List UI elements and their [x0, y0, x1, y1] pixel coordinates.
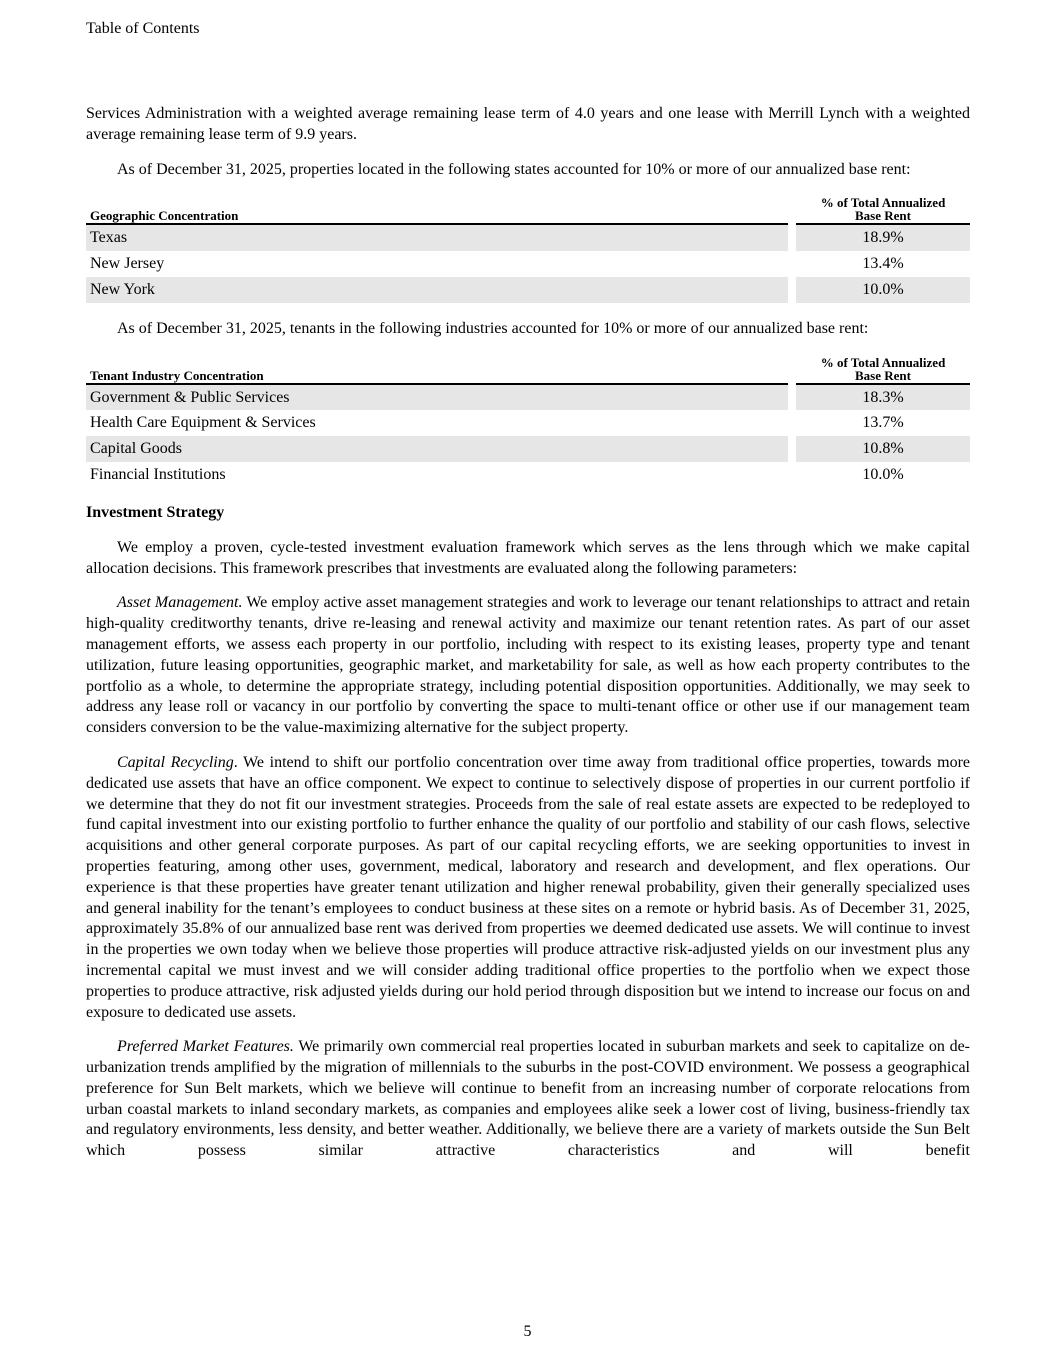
table-row	[86, 251, 970, 277]
column-header-geographic: Geographic Concentration	[86, 196, 788, 225]
capital-recycling-title: Capital Recycling	[117, 753, 234, 771]
row-label: Financial Institutions	[90, 465, 226, 483]
asset-management-title: Asset Management.	[117, 594, 243, 612]
table-row	[86, 225, 970, 251]
investment-intro-paragraph: We employ a proven, cycle-tested investment evaluation framework which serves as the lens through which we make capital allocation decisions. This framework prescribes that investments are evaluated along the following parameters:	[86, 538, 970, 577]
column-header-percent: % of Total Annualized Base Rent	[796, 196, 970, 225]
row-label: Government & Public Services	[86, 385, 788, 411]
document-body	[86, 104, 970, 1176]
asset-management-paragraph: Asset Management. We employ active asset management strategies and work to leverage our tenant relationships to attract and retain high-quality creditworthy tenants, drive re-leasing and renewal activity and maximize our tenant retention rates. As part of our asset management efforts, we assess each property in our portfolio, including with respect to its existing leases, property type and tenant utilization, future leasing opportunities, geographic market, and marketability for sale, as well as how each property contributes to the portfolio as a whole, to determine the appropriate strategy, including potential disposition opportunities. Additionally, we may seek to address any lease roll or vacancy in our portfolio by converting the space to multi-tenant office or other use if our management team considers conversion to be the value-maximizing alternative for the subject property.	[86, 594, 970, 737]
section-heading-investment-strategy: Investment Strategy	[86, 503, 225, 521]
table-header-row	[86, 356, 970, 385]
row-value: 18.3%	[796, 385, 970, 411]
row-label: Texas	[86, 225, 788, 251]
row-label: Health Care Equipment & Services	[90, 414, 316, 432]
column-header-industry: Tenant Industry Concentration	[86, 356, 788, 385]
row-value: 18.9%	[796, 225, 970, 251]
preferred-market-paragraph: Preferred Market Features. We primarily own commercial real properties located in suburban markets and seek to capitalize on de-urbanization trends amplified by the migration of millennials to the suburbs in the post-COVID environment. We possess a geographical preference for Sun Belt markets, which we believe will continue to benefit from an increasing number of corporate relocations from urban coastal markets to inland secondary markets, as companies and employees alike seek a lower cost of living, business-friendly tax and regulatory environments, less density, and better weather. Additionally, we believe there are a variety of markets outside the Sun Belt which possess similar attractive characteristics and will benefit	[86, 1038, 970, 1160]
table-row	[86, 436, 970, 462]
table-header-row	[86, 196, 970, 225]
row-label: Capital Goods	[86, 436, 788, 462]
capital-recycling-paragraph: Capital Recycling. We intend to shift our portfolio concentration over time away from traditional office properties, towards more dedicated use assets that have an office component. We expect to continue to selectively dispose of properties in our current portfolio if we determine that they do not fit our investment strategies. Proceeds from the sale of real estate assets are expected to be redeployed to fund capital investment into our existing portfolio to further enhance the quality of our portfolio and stability of our cash flows, selective acquisitions and other general corporate purposes. As part of our capital recycling efforts, we are seeking opportunities to invest in properties featuring, among other uses, government, medical, laboratory and research and development, and flex operations. Our experience is that these properties have greater tenant utilization and higher renewal probability, given their generally specialized uses and general inability for the tenant’s employees to conduct business at these sites on a remote or hybrid basis. As of December 31, 2025, approximately 35.8% of our annualized base rent was derived from properties we deemed dedicated use assets. We will continue to invest in the properties we own today when we believe those properties will produce attractive risk-adjusted yields on our investment plus any incremental capital we must invest and we will consider adding traditional office properties to the portfolio when we expect those properties to produce attractive, risk adjusted yields during our hold period through disposition but we intend to increase our focus on and exposure to dedicated use assets.	[86, 753, 971, 1021]
tenant-industry-table	[86, 356, 970, 488]
geo-lead-paragraph: As of December 31, 2025, properties located in the following states accounted for 10% or more of our annualized base rent:	[117, 160, 911, 178]
page-number: 5	[523, 1323, 532, 1340]
geographic-concentration-table	[86, 196, 970, 302]
row-label: New Jersey	[90, 255, 165, 273]
row-value: 10.0%	[862, 465, 904, 483]
table-row	[86, 462, 970, 488]
row-value: 10.8%	[796, 436, 970, 462]
table-row	[86, 277, 970, 303]
row-value: 10.0%	[796, 277, 970, 303]
table-of-contents-link[interactable]: Table of Contents	[86, 20, 200, 37]
continuation-paragraph: Services Administration with a weighted average remaining lease term of 4.0 years and one lease with Merrill Lynch with a weighted average remaining lease term of 9.9 years.	[86, 105, 970, 143]
table-row	[86, 385, 970, 411]
table-row	[86, 410, 970, 436]
column-header-percent: % of Total Annualized Base Rent	[796, 356, 970, 385]
row-value: 13.4%	[862, 255, 904, 273]
preferred-market-title: Preferred Market Features.	[117, 1038, 294, 1056]
row-label: New York	[86, 277, 788, 303]
row-value: 13.7%	[862, 414, 904, 432]
industry-lead-paragraph: As of December 31, 2025, tenants in the following industries accounted for 10% or more of our annualized base rent:	[117, 319, 869, 337]
